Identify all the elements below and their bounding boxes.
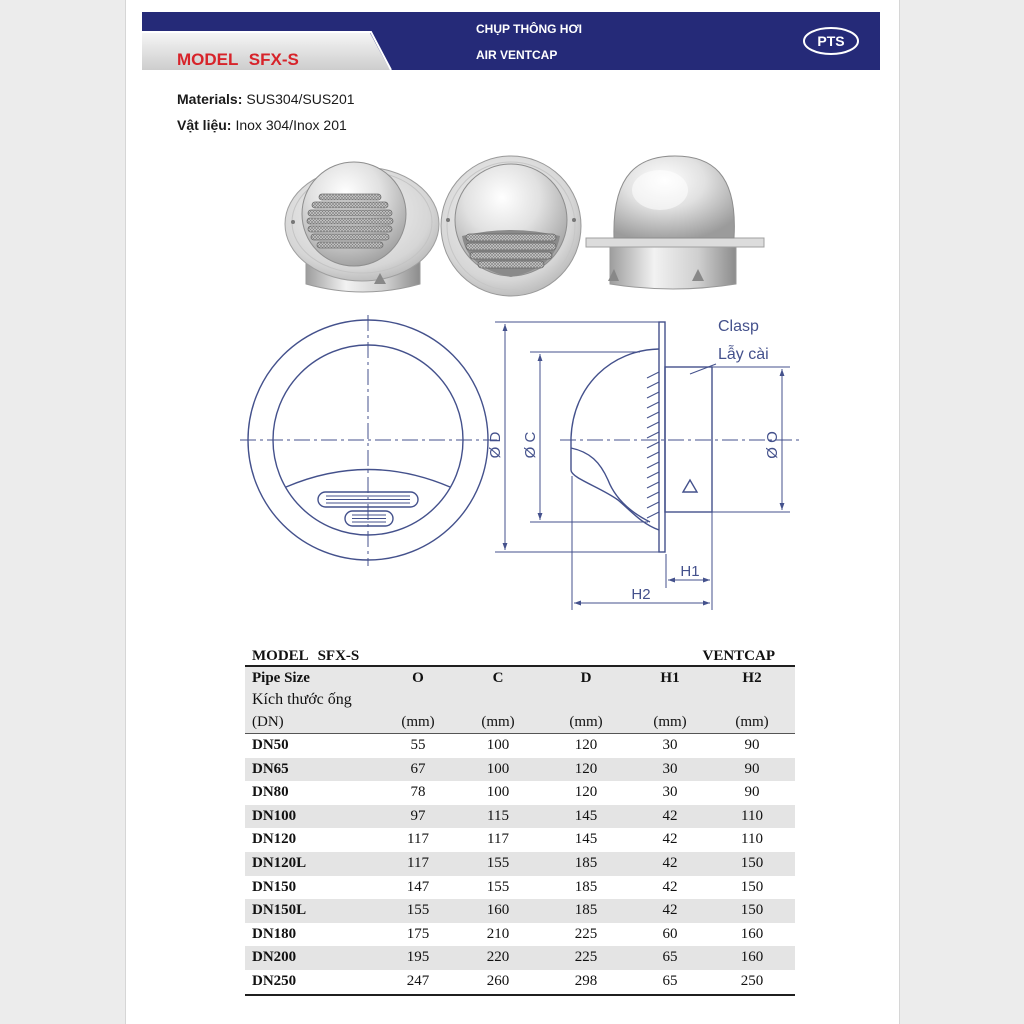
dimension-label-o: Ø O	[764, 431, 781, 459]
header-col-d: D	[580, 670, 592, 686]
dimension-cell-h1: 42	[662, 807, 678, 824]
table-body	[245, 734, 795, 994]
dimension-cell-h1: 42	[662, 902, 678, 919]
header-title-vi: CHỤP THÔNG HƠI	[476, 22, 583, 36]
dimension-cell-h1: 30	[662, 760, 678, 777]
header-col-c: C	[492, 670, 504, 686]
dimension-cell-h2: 110	[741, 831, 763, 848]
header-unit-h1: (mm)	[653, 714, 687, 730]
louver-slot-lines	[352, 515, 386, 522]
pipe-size-cell: DN120L	[252, 855, 307, 871]
product-photo-angled	[285, 162, 439, 292]
dimension-cell-o: 97	[410, 807, 426, 824]
pipe-size-cell: DN150L	[252, 902, 307, 919]
louver-slat	[312, 202, 388, 208]
dome-highlight	[632, 170, 688, 210]
dimension-cell-h1: 60	[662, 925, 678, 942]
dimension-label-c: Ø C	[522, 431, 539, 459]
dimension-cell-o: 155	[406, 902, 430, 919]
dimension-cell-h1: 65	[662, 973, 678, 989]
dimension-cell-h2: 250	[740, 973, 764, 989]
dimension-cell-c: 100	[486, 737, 510, 753]
dimension-cell-h2: 160	[740, 949, 764, 966]
dimension-d	[487, 322, 659, 552]
dimension-cell-c: 155	[486, 855, 510, 871]
dimension-cell-c: 100	[486, 760, 510, 777]
spec-table	[245, 648, 795, 998]
pipe-size-cell: DN65	[252, 760, 289, 777]
screw-hole	[446, 218, 450, 222]
hood-lip	[571, 448, 650, 522]
dimension-label-h2: H2	[631, 586, 651, 603]
dimension-cell-h1: 30	[662, 737, 678, 753]
dimension-cell-o: 147	[406, 878, 430, 895]
header-banner	[142, 12, 880, 70]
header-unit-c: (mm)	[481, 714, 515, 730]
dimension-cell-h1: 30	[662, 784, 678, 801]
dimension-cell-o: 247	[406, 973, 430, 989]
extension-lines	[530, 352, 648, 522]
table-row	[245, 946, 795, 970]
pipe-size-cell: DN180	[252, 925, 297, 942]
flange-plate	[586, 238, 764, 247]
table-header	[245, 667, 795, 733]
louver-grille	[307, 194, 393, 248]
dimension-cell-o: 195	[406, 949, 430, 966]
header-col-o: O	[412, 670, 424, 686]
dimension-cell-c: 155	[486, 878, 510, 895]
table-product-title: VENTCAP	[702, 648, 775, 664]
dimension-cell-h2: 90	[744, 784, 760, 801]
materials-en-label: Materials:	[177, 91, 243, 107]
materials-en	[177, 90, 355, 108]
pts-logo-text: PTS	[817, 33, 845, 49]
header-col-h2: H2	[742, 670, 762, 686]
dimension-cell-h1: 42	[662, 878, 678, 895]
dimension-cell-o: 78	[410, 784, 426, 801]
dimension-cell-h2: 150	[740, 855, 764, 871]
dimension-cell-o: 55	[410, 737, 426, 753]
table-row	[245, 734, 795, 758]
dimension-cell-o: 117	[407, 831, 429, 848]
pipe-size-cell: DN100	[252, 807, 297, 824]
materials-en-value: SUS304/SUS201	[246, 91, 355, 107]
louver-hatching	[647, 372, 659, 518]
dimension-cell-h2: 150	[740, 902, 764, 919]
dimension-cell-o: 67	[410, 760, 426, 777]
louver-slat	[308, 210, 392, 216]
header-pipe-size-unit: (DN)	[252, 714, 284, 730]
dimension-cell-h2: 90	[744, 737, 760, 753]
dimension-cell-c: 210	[486, 925, 510, 942]
dimension-cell-h1: 42	[662, 831, 678, 848]
table-row	[245, 805, 795, 829]
louver-slat	[308, 226, 392, 232]
pipe-collar	[610, 246, 736, 289]
flange-section	[659, 322, 665, 552]
dimension-h2	[572, 476, 710, 610]
dimension-h1	[666, 512, 712, 610]
pipe-size-cell: DN200	[252, 949, 297, 966]
dimension-cell-h2: 90	[744, 760, 760, 777]
dimension-cell-c: 260	[486, 973, 510, 989]
drawing-front-view	[240, 315, 497, 566]
dimension-cell-d: 145	[574, 831, 598, 848]
table-bottom-rule	[245, 994, 795, 996]
louver-slat	[470, 252, 552, 259]
header-model-label: MODEL SFX-S	[177, 50, 299, 69]
pipe-size-cell: DN150	[252, 878, 297, 895]
table-row	[245, 923, 795, 947]
dimension-cell-c: 160	[486, 902, 510, 919]
table-row	[245, 828, 795, 852]
dimension-cell-c: 100	[486, 784, 510, 801]
header-pipe-size-vi: Kích thước ống	[252, 691, 352, 708]
clasp-label-en: Clasp	[718, 318, 759, 335]
header-col-h1: H1	[660, 670, 680, 686]
dimension-label-d: Ø D	[487, 431, 504, 459]
table-row	[245, 876, 795, 900]
dimension-label-h1: H1	[680, 563, 700, 580]
product-photo-side	[586, 156, 764, 289]
dimension-cell-h2: 110	[741, 807, 763, 824]
pipe-size-cell: DN250	[252, 973, 297, 989]
louver-slat	[307, 218, 393, 224]
materials-vi-label: Vật liệu:	[177, 117, 232, 133]
header-unit-d: (mm)	[569, 714, 603, 730]
screw-hole	[572, 218, 576, 222]
header-unit-o: (mm)	[401, 714, 435, 730]
louver-slat	[466, 234, 556, 241]
pipe-size-cell: DN120	[252, 831, 297, 848]
pipe-size-cell: DN80	[252, 784, 289, 801]
dimension-cell-d: 120	[574, 784, 598, 801]
header-unit-h2: (mm)	[735, 714, 769, 730]
dimension-cell-d: 185	[574, 878, 598, 895]
louver-slat	[311, 234, 389, 240]
dimension-cell-h2: 160	[740, 925, 764, 942]
pipe-size-cell: DN50	[252, 737, 289, 753]
product-photo-front	[441, 156, 581, 296]
extension-lines	[495, 322, 659, 552]
dimension-cell-d: 225	[574, 925, 598, 942]
louver-slat	[319, 194, 381, 200]
screw-hole	[291, 220, 295, 224]
materials-vi	[177, 116, 347, 134]
louver-slat	[478, 261, 544, 268]
dimension-cell-d: 185	[574, 902, 598, 919]
dimension-cell-c: 115	[487, 807, 509, 824]
table-model-title: MODEL SFX-S	[252, 648, 360, 664]
louver-slat	[466, 243, 556, 250]
table-row	[245, 758, 795, 782]
dimension-cell-o: 117	[407, 855, 429, 871]
dimension-c	[522, 352, 648, 522]
dimension-cell-d: 120	[574, 760, 598, 777]
louver-slat	[317, 242, 383, 248]
dimension-cell-d: 225	[574, 949, 598, 966]
header-title-en: AIR VENTCAP	[476, 48, 558, 62]
dimension-cell-d: 120	[574, 737, 598, 753]
table-row	[245, 899, 795, 923]
dimension-cell-d: 298	[574, 973, 598, 989]
table-row	[245, 970, 795, 994]
dimension-cell-h1: 65	[662, 949, 678, 966]
clasp-symbol	[683, 480, 697, 492]
dimension-cell-h2: 150	[740, 878, 764, 895]
dimension-cell-d: 145	[574, 807, 598, 824]
dimension-cell-d: 185	[574, 855, 598, 871]
header-pipe-size: Pipe Size	[252, 670, 310, 686]
materials-vi-value: Inox 304/Inox 201	[235, 117, 347, 133]
dimension-cell-c: 117	[487, 831, 509, 848]
clasp-label-vi: Lẫy cài	[718, 346, 769, 363]
dimension-cell-c: 220	[486, 949, 510, 966]
dimension-cell-h1: 42	[662, 855, 678, 871]
table-row	[245, 852, 795, 876]
table-row	[245, 781, 795, 805]
dimension-cell-o: 175	[406, 925, 430, 942]
extension-lines	[666, 512, 712, 610]
